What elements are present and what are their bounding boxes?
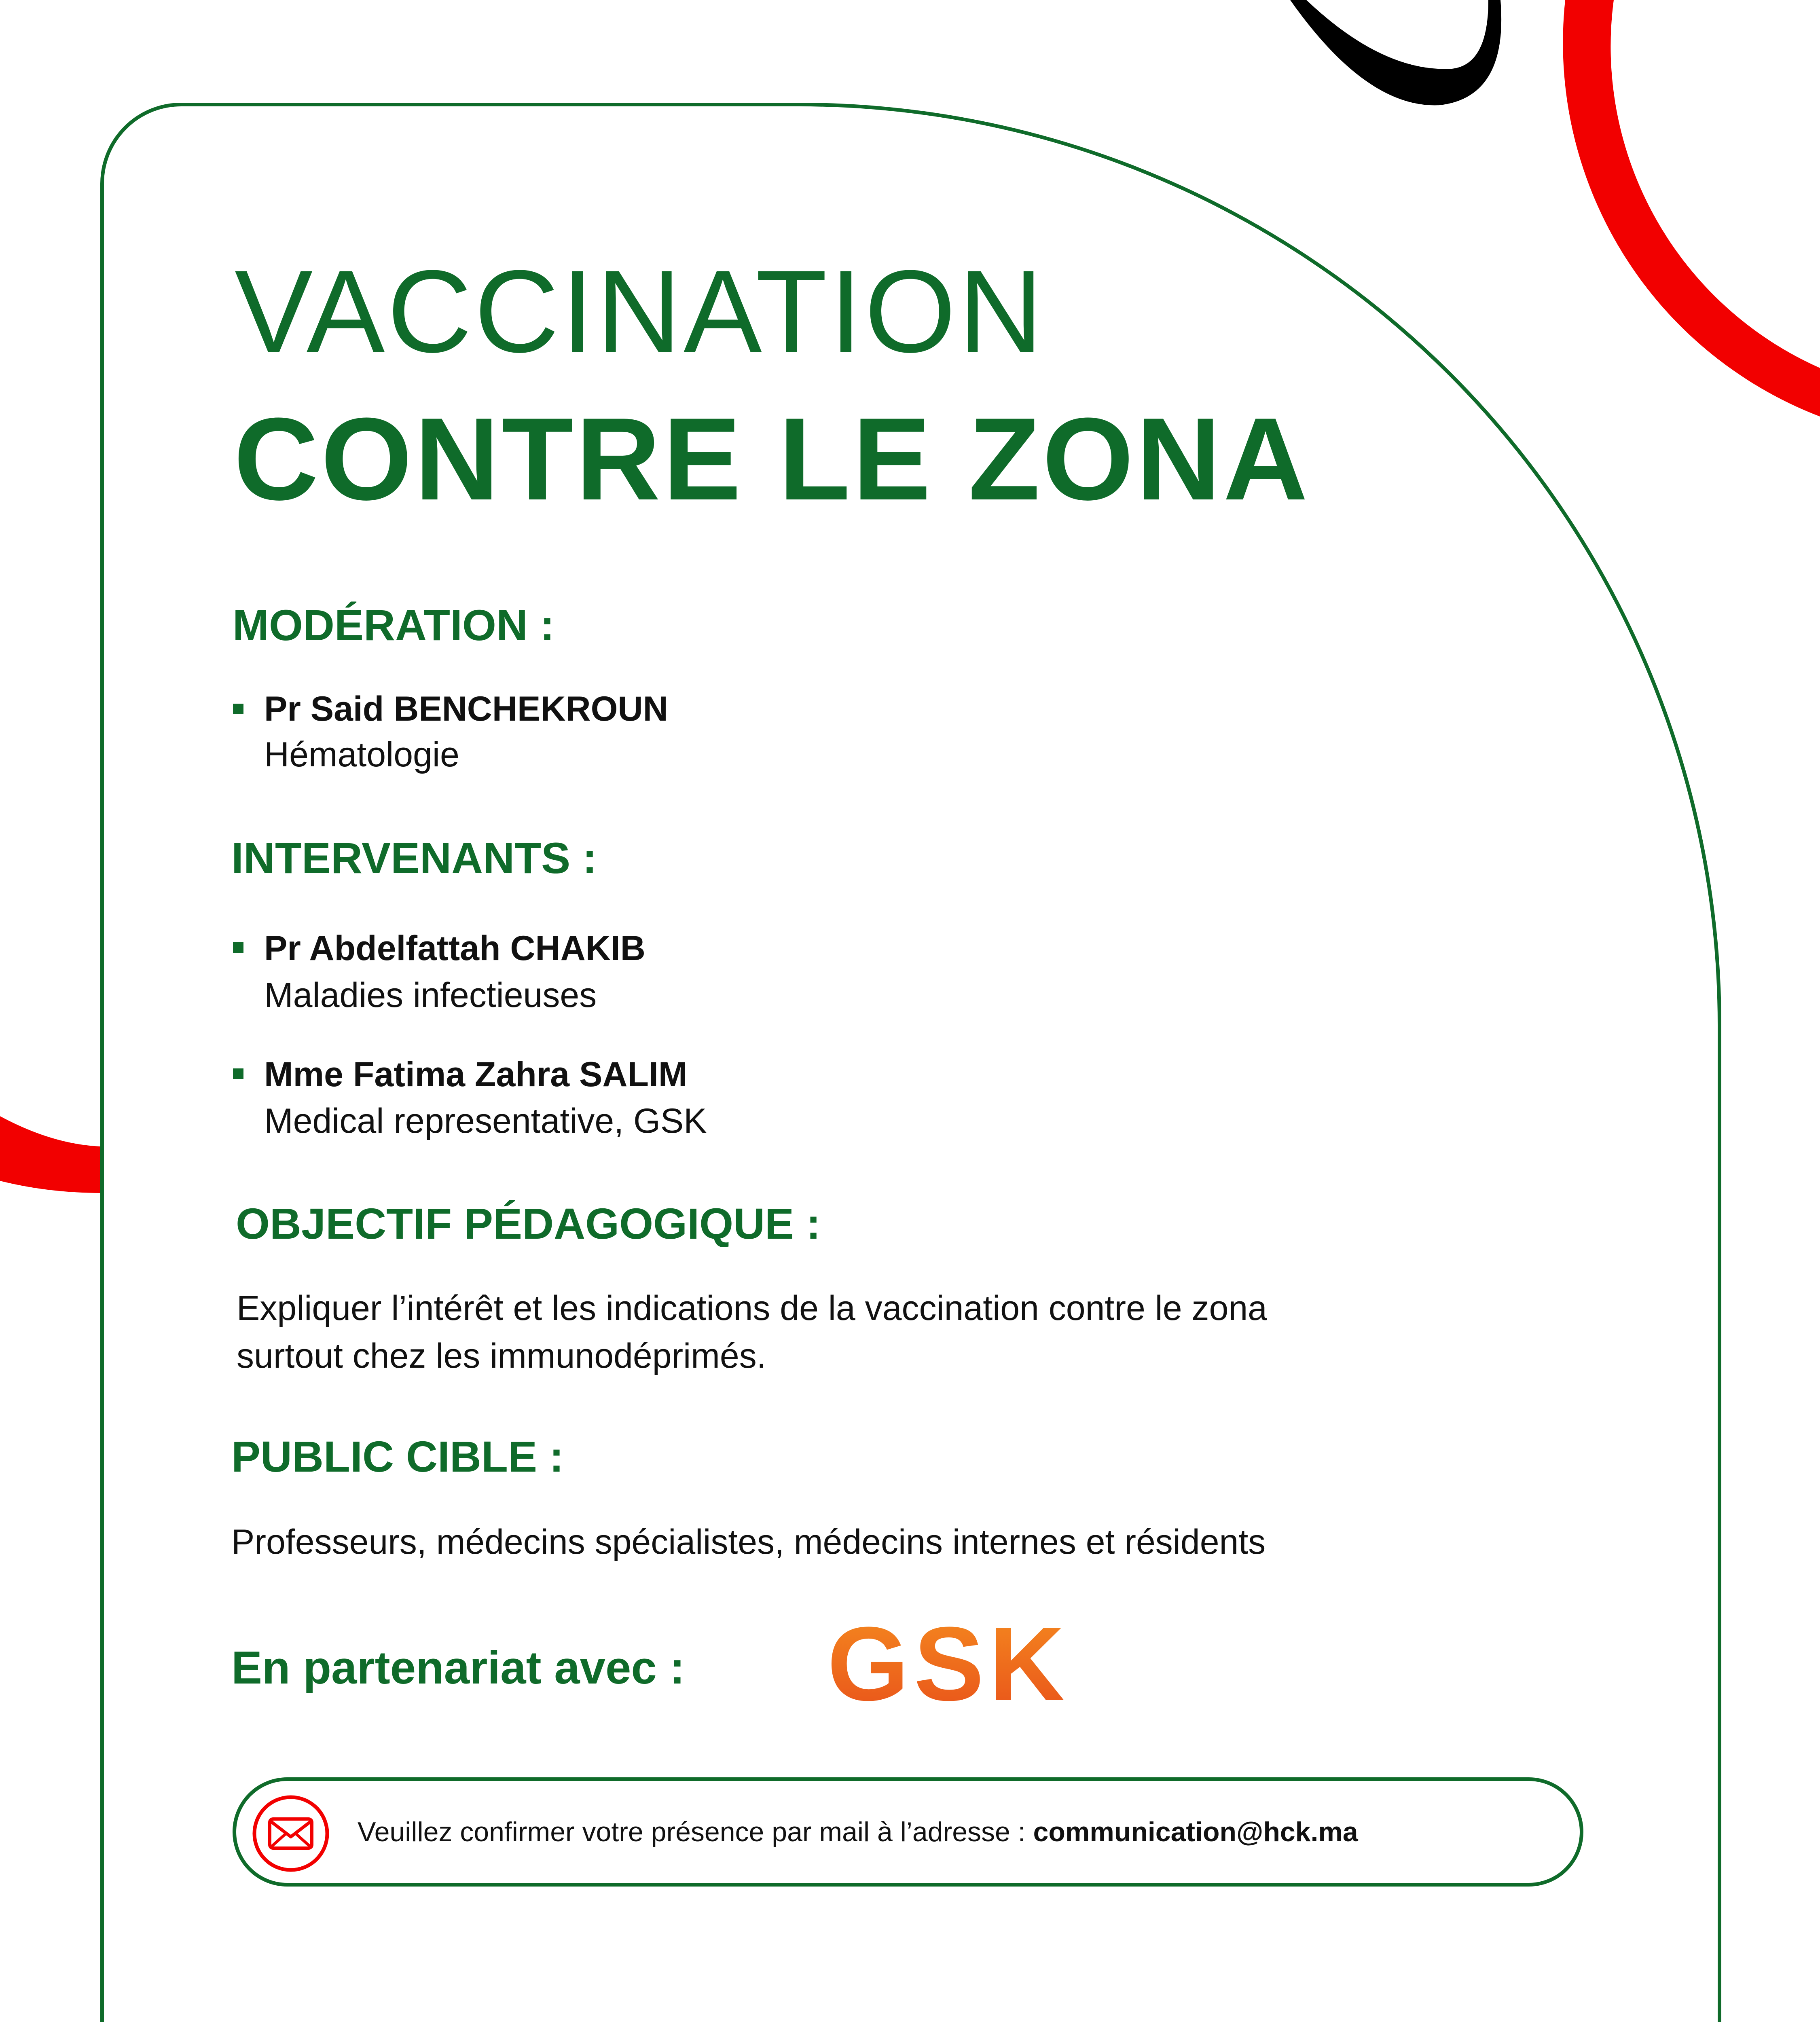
bullet bbox=[233, 1068, 243, 1079]
objectif-line-2: surtout chez les immunodéprimés. bbox=[237, 1337, 766, 1375]
intervenants-heading: INTERVENANTS : bbox=[231, 833, 597, 882]
speaker-2-name: Mme Fatima Zahra SALIM bbox=[264, 1055, 688, 1094]
red-arc-top-right bbox=[1563, 0, 1820, 417]
partner-label: En partenariat avec : bbox=[231, 1642, 685, 1694]
confirm-box bbox=[233, 1777, 1583, 1887]
title-line-2: CONTRE LE ZONA bbox=[234, 393, 1310, 525]
moderator-name: Pr Said BENCHEKROUN bbox=[264, 690, 668, 728]
speaker-1-role: Maladies infectieuses bbox=[264, 976, 597, 1015]
black-arc-top bbox=[1290, 0, 1501, 105]
confirm-email-link[interactable]: communication@hck.ma bbox=[1033, 1817, 1358, 1847]
gsk-logo bbox=[807, 1614, 1090, 1711]
confirm-text bbox=[358, 1818, 1358, 1846]
speaker-2-role: Medical representative, GSK bbox=[264, 1102, 707, 1140]
title-line-1: VACCINATION bbox=[235, 246, 1045, 377]
speaker-1-name: Pr Abdelfattah CHAKIB bbox=[264, 929, 645, 968]
bullet bbox=[233, 942, 243, 953]
objectif-line-1: Expliquer l’intérêt et les indications de la vaccination contre le zona bbox=[237, 1289, 1268, 1328]
red-arc-left bbox=[0, 1116, 101, 1193]
moderator-role: Hématologie bbox=[264, 735, 459, 774]
public-text: Professeurs, médecins spécialistes, médecins internes et résidents bbox=[231, 1523, 1266, 1561]
public-heading: PUBLIC CIBLE : bbox=[231, 1432, 564, 1481]
mail-icon bbox=[250, 1793, 331, 1874]
objectif-heading: OBJECTIF PÉDAGOGIQUE : bbox=[236, 1199, 821, 1248]
bullet bbox=[233, 704, 243, 714]
moderation-heading: MODÉRATION : bbox=[233, 601, 554, 649]
confirm-message: Veuillez confirmer votre présence par mail à l’adresse : bbox=[358, 1817, 1033, 1847]
gsk-logo-text: GSK bbox=[827, 1614, 1070, 1711]
